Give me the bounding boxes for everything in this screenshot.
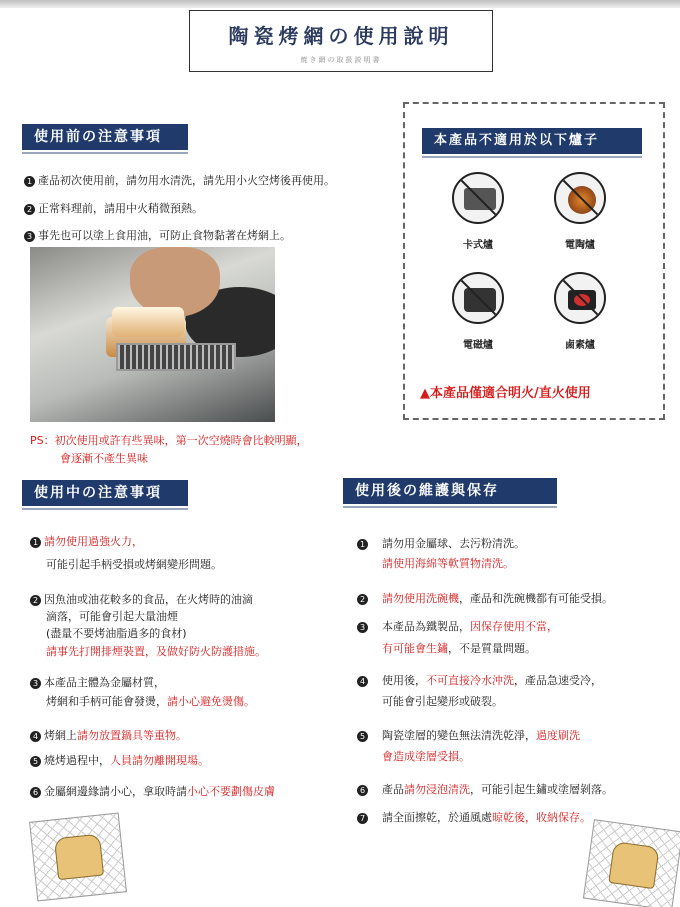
title-box xyxy=(189,10,493,72)
stove-label-halogen: 鹵素爐 xyxy=(565,340,595,351)
after-item-5-line1: 5 陶瓷塗層的變色無法清洗乾淨，過度刷洗 xyxy=(357,727,580,743)
after-item-3-line1: 3 本產品為鐵製品，因保存使用不當， xyxy=(357,618,558,634)
before-use-item-1: 1 產品初次使用前，請勿用水清洗，請先用小火空烤後再使用。 xyxy=(24,172,335,188)
after-item-1-line2: 請使用海綿等軟質物清洗。 xyxy=(382,557,514,570)
toast-on-grill-sketch-right xyxy=(583,819,680,907)
after-item-3-line2: 有可能會生鏽，不是質量問題。 xyxy=(382,642,536,655)
during-item-3-line2: 烤網和手柄可能會發燙，請小心避免燙傷。 xyxy=(46,695,255,708)
stove-label-induction: 電磁爐 xyxy=(463,340,493,351)
before-use-item-2: 2 正常料理前，請用中火稍微預熱。 xyxy=(24,200,203,216)
ceramic-stove-icon xyxy=(554,172,606,224)
before-use-item-3: 3 事先也可以塗上食用油，可防止食物黏著在烤網上。 xyxy=(24,227,291,243)
during-use-header: 使用中の注意事項 xyxy=(22,480,188,506)
portable-gas-stove-icon xyxy=(452,172,504,224)
after-item-2: 2 請勿使用洗碗機，產品和洗碗機都有可能受損。 xyxy=(357,590,613,606)
induction-stove-icon xyxy=(452,272,504,324)
page-subtitle: 焼き網の取扱説明書 xyxy=(300,56,382,64)
page-title: 陶瓷烤網の使用說明 xyxy=(228,24,454,48)
open-fire-only-note: ▲本產品僅適合明火/直火使用 xyxy=(420,386,591,401)
during-item-2-line2: 滴落，可能會引起大量油煙 xyxy=(46,610,178,623)
before-use-header: 使用前の注意事項 xyxy=(22,124,188,150)
stove-label-portable: 卡式爐 xyxy=(463,240,493,251)
during-item-2-line3: (盡量不要烤油脂過多的食材) xyxy=(46,627,187,640)
after-item-4-line2: 可能會引起變形或破裂。 xyxy=(382,695,503,708)
during-item-1-line1: 1 請勿使用過強火力， xyxy=(30,533,143,549)
after-use-header: 使用後の維護與保存 xyxy=(343,478,557,504)
during-item-5: 5 燒烤過程中，人員請勿離開現場。 xyxy=(30,752,209,768)
ps-note-line2: 會逐漸不產生異味 xyxy=(60,452,148,465)
after-item-7: 7 請全面擦乾，於通風處晾乾後，收納保存。 xyxy=(357,809,591,825)
unsuitable-header: 本產品不適用於以下爐子 xyxy=(422,128,642,154)
stove-label-ceramic: 電陶爐 xyxy=(565,240,595,251)
ps-note-line1: PS：初次使用或許有些異味，第一次空燒時會比較明顯， xyxy=(30,434,308,447)
grilling-photo xyxy=(30,247,275,422)
after-item-4-line1: 4 使用後，不可直接冷水沖洗，產品急速受冷， xyxy=(357,672,602,688)
halogen-stove-icon xyxy=(554,272,606,324)
during-item-2-line1: 2 因魚油或油花較多的食品，在火烤時的油滴 xyxy=(30,591,253,607)
top-shadow-bar xyxy=(0,0,680,8)
during-item-6: 6 金屬網邊緣請小心，拿取時請小心不要劃傷皮膚 xyxy=(30,783,275,799)
during-item-3-line1: 3 本產品主體為金屬材質， xyxy=(30,674,165,690)
during-item-4: 4 烤網上請勿放置鍋具等重物。 xyxy=(30,727,187,743)
during-item-2-line4: 請事先打開排煙裝置，及做好防火防護措施。 xyxy=(46,645,266,658)
after-item-6: 6 產品請勿浸泡清洗，可能引起生鏽或塗層剝落。 xyxy=(357,781,613,797)
toast-on-grill-sketch-left xyxy=(29,813,127,902)
after-item-1-line1: 1 請勿用金屬球、去污粉清洗。 xyxy=(357,535,525,551)
after-item-5-line2: 會造成塗層受損。 xyxy=(382,750,470,763)
during-item-1-line2: 可能引起手柄受損或烤網變形問題。 xyxy=(46,558,222,571)
